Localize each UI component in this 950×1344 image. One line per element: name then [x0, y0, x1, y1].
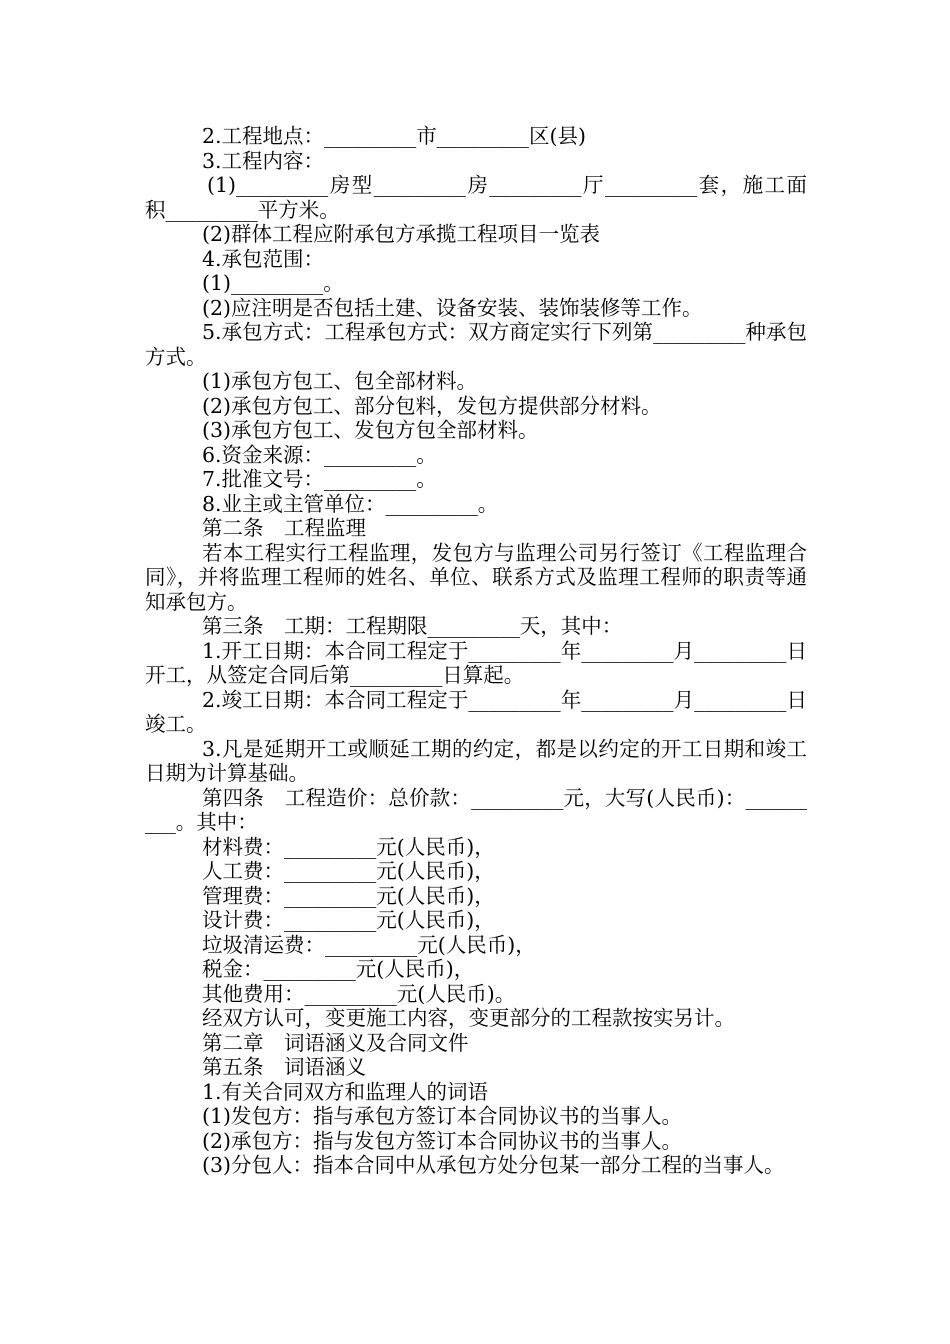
paragraph-change-terms: 经双方认可，变更施工内容，变更部分的工程款按实另计。: [202, 1006, 735, 1030]
paragraph-start-date: 1.开工日期：本合同工程定于_________年_________月_________日开工，从签定合同后第_________日算起。: [145, 638, 807, 687]
paragraph-method-item-3: (3)承包方包工、发包方包全部材料。: [202, 418, 539, 442]
paragraph-tax: 税金：_________元(人民币)，: [202, 957, 475, 981]
contract-body: [145, 124, 807, 1178]
paragraph-content-item-2: (2)群体工程应附承包方承揽工程项目一览表: [202, 222, 601, 246]
paragraph-scope-item-2: (2)应注明是否包括土建、设备安装、装饰装修等工作。: [202, 295, 703, 320]
paragraph-owner-unit: 8.业主或主管单位：_________。: [202, 491, 499, 516]
paragraph-project-content: 3.工程内容：: [202, 148, 325, 173]
article-4-heading: 第四条 工程造价：总价款：_________元，大写(人民币)：_________。其中：: [145, 785, 807, 834]
paragraph-design-fee: 设计费：_________元(人民币)，: [202, 908, 495, 932]
chapter-2-heading: 第二章 词语涵义及合同文件: [202, 1030, 469, 1055]
paragraph-delay-basis: 3.凡是延期开工或顺延工期的约定，都是以约定的开工日期和竣工日期为计算基础。: [145, 736, 807, 785]
paragraph-contract-scope: 4.承包范围：: [202, 246, 325, 271]
paragraph-completion-date: 2.竣工日期：本合同工程定于_________年_________月_________日竣工。: [145, 687, 807, 736]
paragraph-approval-number: 7.批准文号：_________。: [202, 467, 437, 491]
paragraph-material-fee: 材料费：_________元(人民币)，: [202, 834, 495, 859]
paragraph-waste-fee: 垃圾清运费：_________元(人民币)，: [202, 932, 536, 957]
paragraph-management-fee: 管理费：_________元(人民币)，: [202, 883, 495, 908]
paragraph-scope-item-1: (1)_________。: [202, 271, 344, 295]
paragraph-supervision: 若本工程实行工程监理，发包方与监理公司另行签订《工程监理合同》，并将监理工程师的姓名、单位、联系方式及监理工程师的职责等通知承包方。: [145, 540, 807, 614]
article-2-heading: 第二条 工程监理: [202, 516, 366, 540]
article-5-heading: 第五条 词语涵义: [202, 1055, 366, 1079]
paragraph-project-location: 2.工程地点：_________市_________区(县): [202, 124, 587, 148]
article-3-heading: 第三条 工期：工程期限_________天，其中：: [202, 614, 623, 638]
paragraph-term-subcontractor: (3)分包人：指本合同中从承包方处分包某一部分工程的当事人。: [202, 1153, 785, 1177]
paragraph-content-item-1: (1)_________房型_________房_________厅_________套，施工面积_________平方米。: [145, 173, 807, 222]
paragraph-term-employer: (1)发包方：指与承包方签订本合同协议书的当事人。: [202, 1104, 683, 1128]
paragraph-contract-method: 5.承包方式：工程承包方式：双方商定实行下列第_________种承包方式。: [145, 320, 807, 369]
paragraph-labor-fee: 人工费：_________元(人民币)，: [202, 859, 495, 883]
paragraph-terms-intro: 1.有关合同双方和监理人的词语: [202, 1079, 489, 1104]
paragraph-method-item-2: (2)承包方包工、部分包料，发包方提供部分材料。: [202, 393, 662, 418]
paragraph-other-fees: 其他费用：_________元(人民币)。: [202, 981, 516, 1006]
paragraph-term-contractor: (2)承包方：指与发包方签订本合同协议书的当事人。: [202, 1128, 683, 1153]
paragraph-method-item-1: (1)承包方包工、包全部材料。: [202, 369, 478, 393]
paragraph-funding-source: 6.资金来源：_________。: [202, 442, 437, 467]
